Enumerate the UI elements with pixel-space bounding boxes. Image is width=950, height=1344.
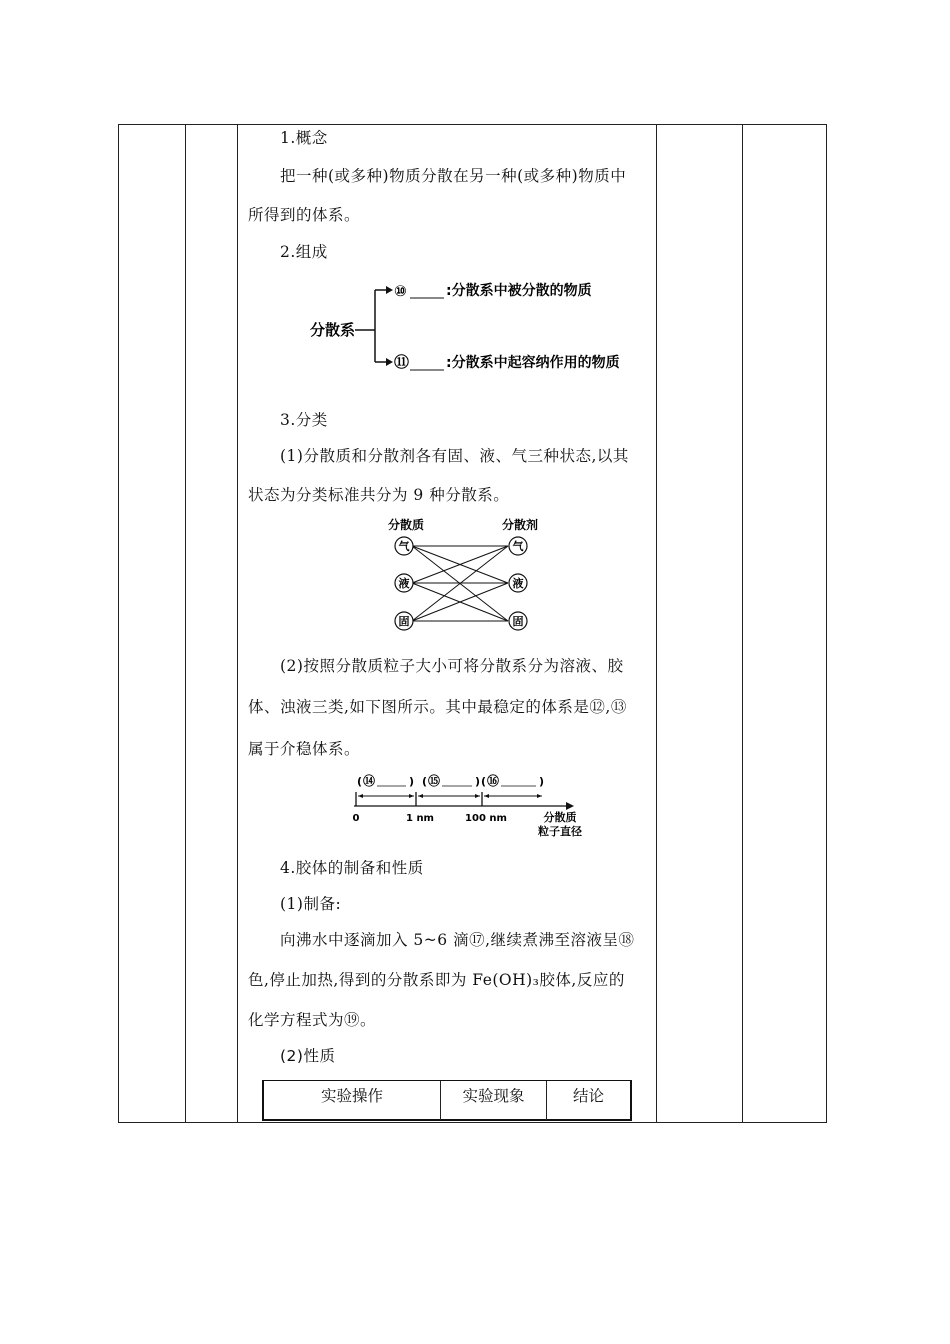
outer-table-col-line-2 [185, 124, 186, 1123]
composition-top-desc: :分散系中被分散的物质 [446, 283, 592, 299]
section-3-para-1-line-1: (1)分散质和分散剂各有固、液、气三种状态,以其 [280, 447, 629, 465]
section-1-title: 1.概念 [280, 129, 328, 147]
scale-axis-label-2: 粒子直径 [538, 825, 582, 838]
section-4-sub-1: (1)制备: [280, 895, 342, 913]
composition-root-label: 分散系 [310, 321, 356, 339]
scale-marker-14: ⑭ [363, 774, 376, 788]
scale-tick-1nm: 1 nm [406, 813, 434, 824]
right-state-solid: 固 [512, 615, 524, 628]
section-4-line-2: 色,停止加热,得到的分散系即为 Fe(OH)₃胶体,反应的 [248, 971, 625, 989]
svg-text:): ) [539, 775, 545, 788]
outer-table-col-line-5 [742, 124, 743, 1123]
section-4-title: 4.胶体的制备和性质 [280, 859, 424, 877]
section-3-title: 3.分类 [280, 411, 328, 429]
table-header-operation: 实验操作 [320, 1087, 383, 1105]
section-3-para-1-line-2: 状态为分类标准共分为 9 种分散系。 [248, 486, 510, 504]
scale-marker-15: ⑮ [428, 774, 441, 788]
scale-axis-label-1: 分散质 [543, 811, 577, 824]
outer-table-top-border [118, 124, 827, 125]
svg-text:): ) [409, 775, 415, 788]
left-state-solid: 固 [398, 615, 410, 628]
scale-tick-100nm: 100 nm [465, 813, 507, 824]
svg-text:(: ( [481, 775, 487, 788]
left-state-gas: 气 [398, 540, 410, 553]
outer-table-col-line-3 [237, 124, 238, 1123]
outer-table-bottom-border [118, 1122, 827, 1123]
table-header-conclusion: 结论 [572, 1087, 604, 1105]
section-4-line-1: 向沸水中逐滴加入 5~6 滴⑰,继续煮沸至溶液呈⑱ [280, 931, 635, 949]
states-right-header: 分散剂 [502, 518, 539, 532]
section-1-line-2: 所得到的体系。 [248, 206, 361, 224]
section-3-para-2-line-2: 体、浊液三类,如下图所示。其中最稳定的体系是⑫,⑬ [248, 698, 627, 716]
states-diagram [380, 515, 560, 635]
scale-tick-0: 0 [352, 813, 360, 824]
left-state-liquid: 液 [398, 577, 410, 590]
composition-top-marker: ⑩ [394, 282, 407, 300]
composition-diagram [300, 272, 630, 382]
svg-text:(: ( [357, 775, 363, 788]
svg-text:): ) [475, 775, 481, 788]
right-state-liquid: 液 [512, 577, 524, 590]
outer-table-col-line-6 [826, 124, 827, 1123]
section-3-para-2-line-1: (2)按照分散质粒子大小可将分散系分为溶液、胶 [280, 657, 624, 675]
properties-table [262, 1080, 632, 1121]
particle-size-scale [330, 770, 600, 840]
states-left-header: 分散质 [388, 518, 425, 532]
section-1-line-1: 把一种(或多种)物质分散在另一种(或多种)物质中 [280, 167, 627, 185]
composition-bottom-desc: :分散系中起容纳作用的物质 [446, 355, 620, 371]
section-4-sub-2: (2)性质 [280, 1047, 336, 1065]
section-4-line-3: 化学方程式为⑲。 [248, 1011, 377, 1029]
right-state-gas: 气 [512, 540, 524, 553]
composition-bottom-marker: ⑪ [394, 353, 410, 371]
outer-table-col-line-1 [118, 124, 119, 1123]
outer-table-col-line-4 [656, 124, 657, 1123]
section-2-title: 2.组成 [280, 243, 328, 261]
table-header-phenomenon: 实验现象 [462, 1087, 525, 1105]
section-3-para-2-line-3: 属于介稳体系。 [248, 740, 361, 758]
svg-text:(: ( [422, 775, 428, 788]
scale-marker-16: ⑯ [487, 774, 500, 788]
